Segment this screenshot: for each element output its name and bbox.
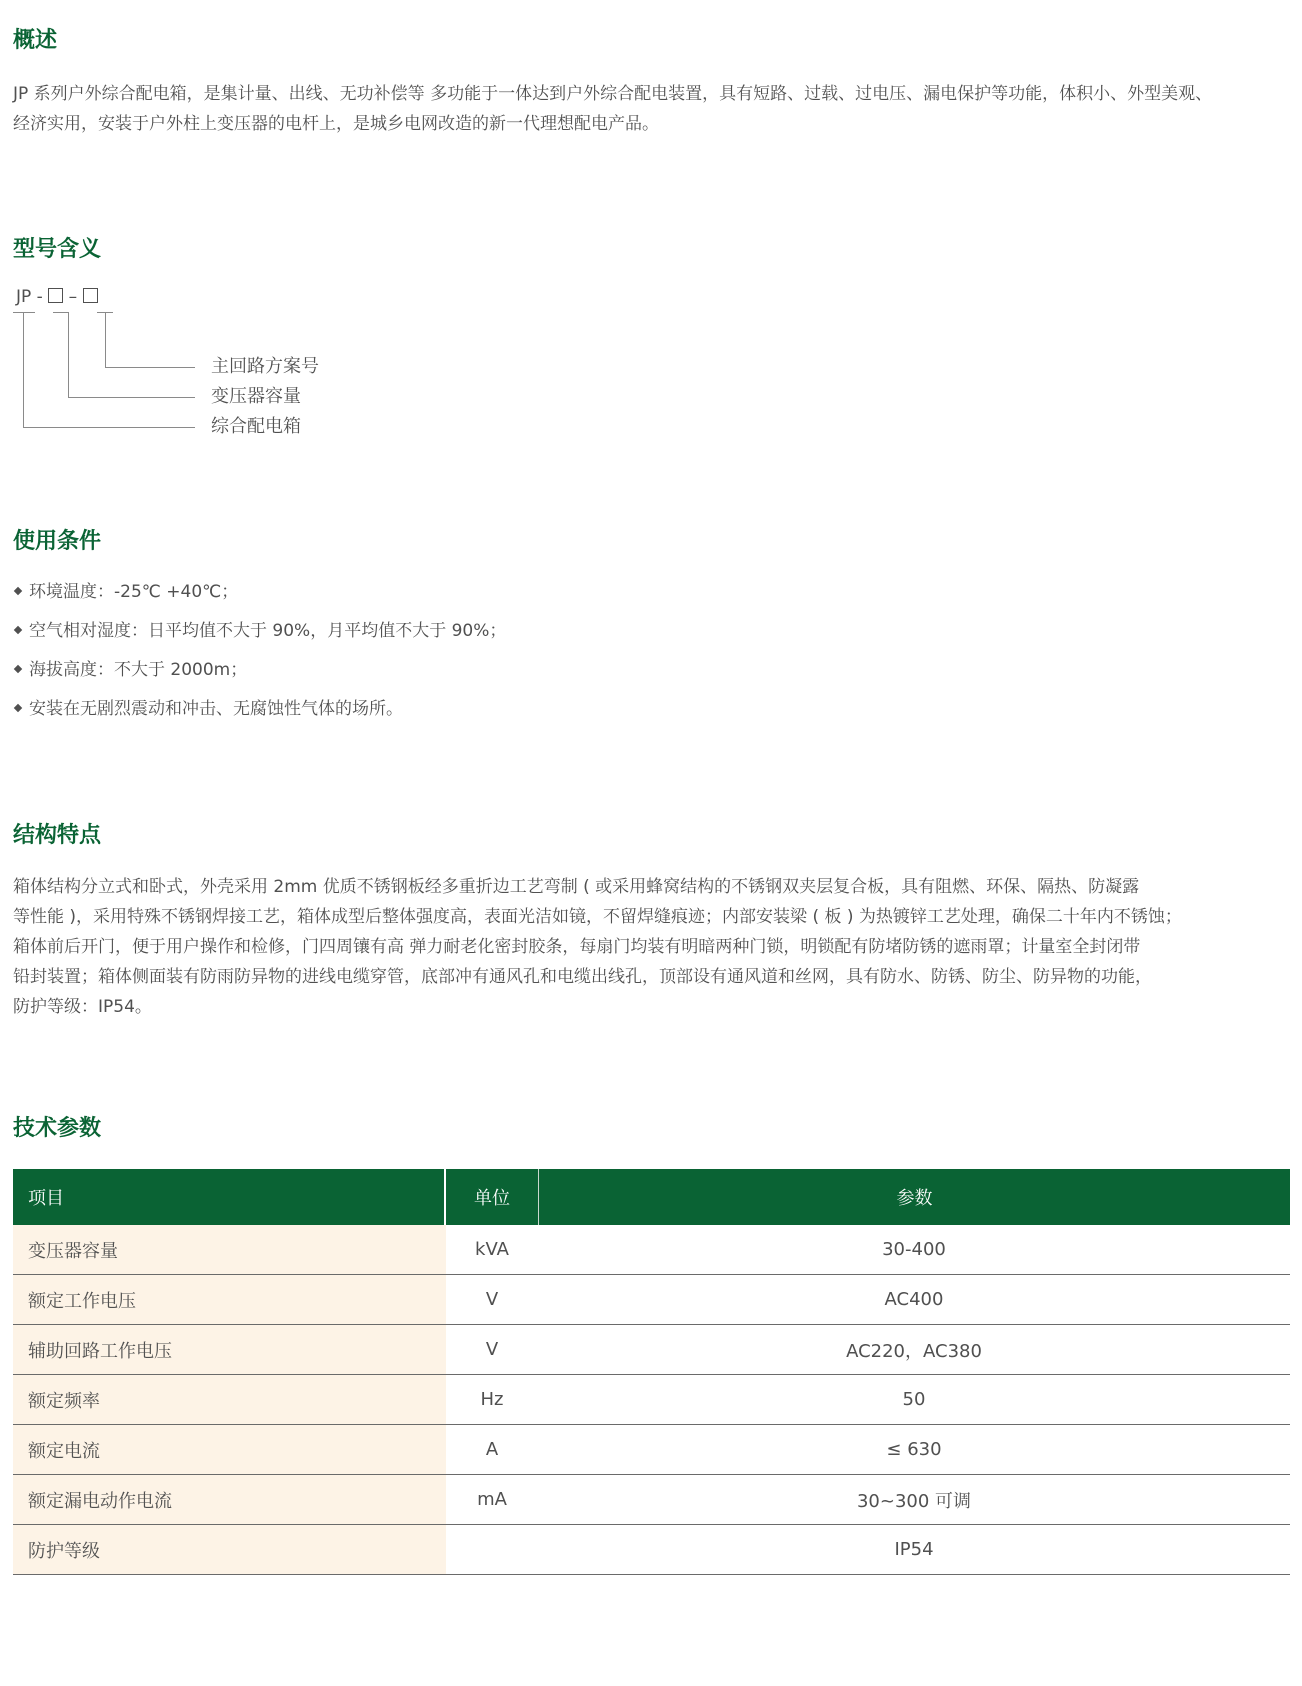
cell-unit: kVA <box>475 1239 509 1260</box>
cell-value: 50 <box>902 1389 926 1410</box>
cell-item: 额定工作电压 <box>13 1275 446 1324</box>
structure-line: 防护等级：IP54。 <box>13 997 152 1017</box>
table-row <box>13 1375 1290 1425</box>
list-item <box>13 658 506 697</box>
cell-value: 30~300 可调 <box>856 1490 972 1512</box>
cell-unit: V <box>485 1339 499 1360</box>
list-item <box>13 580 506 619</box>
cell-value: ≤ 630 <box>886 1439 942 1460</box>
table-row <box>13 1525 1290 1575</box>
cell-unit: A <box>485 1439 499 1460</box>
structure-text <box>13 872 1295 1022</box>
connector-v-scheme <box>105 313 106 367</box>
cell-item: 额定频率 <box>13 1375 446 1424</box>
underline-prefix <box>13 312 35 313</box>
bullet-icon <box>14 586 22 594</box>
table-row <box>13 1275 1290 1325</box>
table-row <box>13 1325 1290 1375</box>
model-sep: – <box>68 287 78 307</box>
model-label-capacity: 变压器容量 <box>211 386 301 407</box>
condition-text: 空气相对湿度：日平均值不大于 90%，月平均值不大于 90%； <box>29 621 507 641</box>
table-header <box>13 1169 1290 1225</box>
overview-heading: 概述 <box>13 28 58 53</box>
overview-line: JP 系列户外综合配电箱，是集计量、出线、无功补偿等 多功能于一体达到户外综合配电装置，具有短路、过载、过电压、漏电保护等功能，体积小、外型美观、 <box>13 84 1213 104</box>
bullet-icon <box>14 703 22 711</box>
connector-h-box <box>23 427 195 428</box>
list-item <box>13 697 506 736</box>
model-prefix: JP <box>16 287 32 307</box>
table-row <box>13 1425 1290 1475</box>
cell-value: AC220，AC380 <box>846 1340 982 1362</box>
conditions-list <box>13 580 506 736</box>
model-label-box: 综合配电箱 <box>211 416 301 437</box>
connector-v-box <box>23 313 24 427</box>
cell-unit <box>446 1525 538 1574</box>
structure-line: 箱体结构分立式和卧式，外壳采用 2mm 优质不锈钢板经多重折边工艺弯制 ( 或采用蜂窝结构的不锈钢双夹层复合板，具有阻燃、环保、隔热、防凝露 <box>13 877 1140 897</box>
connector-h-capacity <box>68 397 195 398</box>
model-label-scheme: 主回路方案号 <box>211 356 319 377</box>
structure-line: 箱体前后开门，便于用户操作和检修，门四周镶有高 弹力耐老化密封胶条，每扇门均装有明暗两种门锁，明锁配有防堵防锈的遮雨罩；计量室全封闭带 <box>13 937 1141 957</box>
cell-unit: V <box>485 1289 499 1310</box>
header-item: 项目 <box>13 1169 446 1225</box>
cell-item: 变压器容量 <box>13 1225 446 1274</box>
params-table <box>13 1169 1290 1575</box>
model-heading: 型号含义 <box>13 237 102 262</box>
condition-text: 海拔高度：不大于 2000m； <box>29 660 248 680</box>
conditions-heading: 使用条件 <box>13 529 102 554</box>
cell-unit: Hz <box>480 1389 504 1410</box>
list-item <box>13 619 506 658</box>
cell-value: 30-400 <box>882 1239 946 1260</box>
overview-text <box>13 79 1295 139</box>
table-row <box>13 1225 1290 1275</box>
cell-item: 辅助回路工作电压 <box>13 1325 446 1374</box>
capacity-placeholder-box <box>48 288 63 303</box>
structure-line: 等性能 )，采用特殊不锈钢焊接工艺，箱体成型后整体强度高，表面光洁如镜，不留焊缝痕迹；内部安装梁 ( 板 ) 为热镀锌工艺处理，确保二十年内不锈蚀； <box>13 907 1182 927</box>
connector-v-capacity <box>68 313 69 397</box>
bullet-icon <box>14 664 22 672</box>
scheme-placeholder-box <box>83 288 98 303</box>
cell-item: 额定漏电动作电流 <box>13 1475 446 1524</box>
cell-item: 防护等级 <box>13 1525 446 1574</box>
table-row <box>13 1475 1290 1525</box>
header-unit: 单位 <box>446 1169 539 1225</box>
cell-value: IP54 <box>894 1539 934 1560</box>
cell-value: AC400 <box>884 1289 944 1310</box>
cell-item: 额定电流 <box>13 1425 446 1474</box>
condition-text: 环境温度：-25℃ +40℃； <box>29 582 239 602</box>
header-value: 参数 <box>896 1188 933 1209</box>
cell-unit: mA <box>477 1489 507 1510</box>
structure-heading: 结构特点 <box>13 823 102 848</box>
condition-text: 安装在无剧烈震动和冲击、无腐蚀性气体的场所。 <box>29 699 403 719</box>
bullet-icon <box>14 625 22 633</box>
underline-box1 <box>53 312 69 313</box>
structure-line: 铅封装置；箱体侧面装有防雨防异物的进线电缆穿管，底部冲有通风孔和电缆出线孔，顶部设有通风道和丝网，具有防水、防锈、防尘、防异物的功能， <box>13 967 1152 987</box>
params-heading: 技术参数 <box>13 1116 102 1141</box>
overview-line: 经济实用，安装于户外柱上变压器的电杆上，是城乡电网改造的新一代理想配电产品。 <box>13 114 659 134</box>
connector-h-scheme <box>105 367 195 368</box>
model-sep: - <box>36 287 43 307</box>
model-code <box>16 286 98 308</box>
